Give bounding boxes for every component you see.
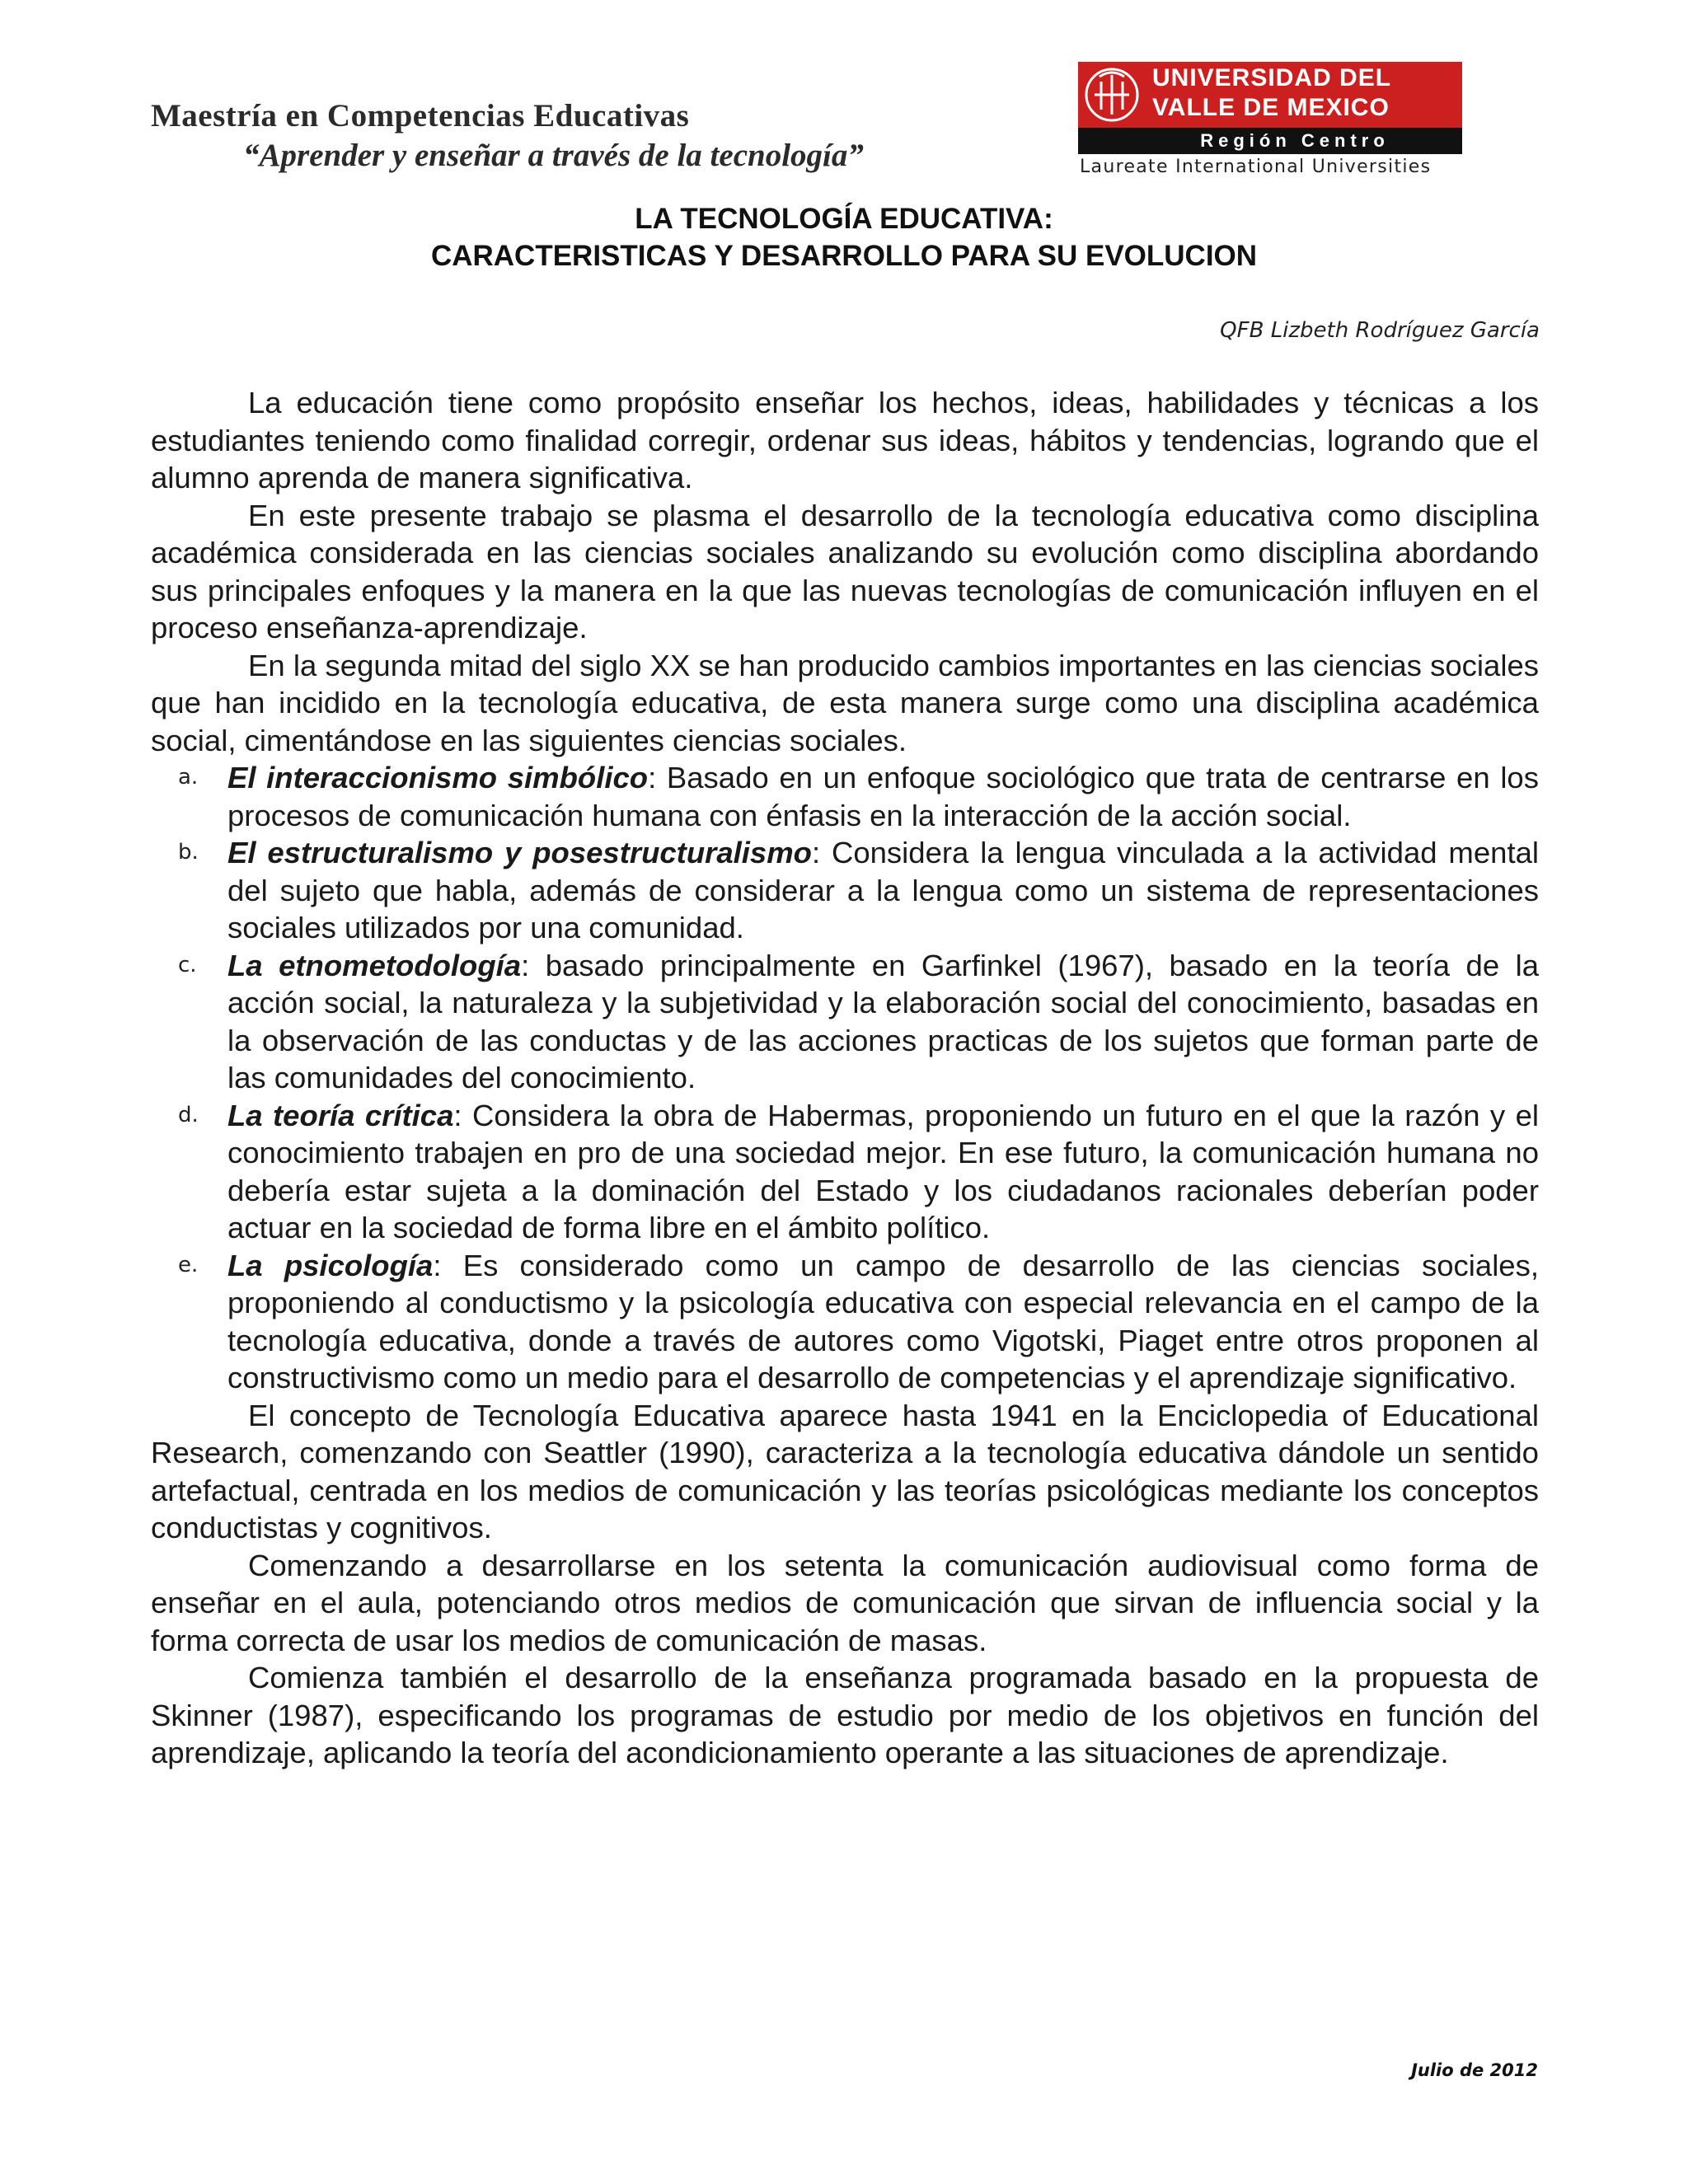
author-name: QFB Lizbeth Rodríguez García	[1220, 318, 1540, 343]
social-sciences-list	[151, 759, 1539, 1397]
list-marker: d.	[178, 1102, 199, 1127]
list-item	[151, 759, 1539, 834]
list-text: : Considera la obra de Habermas, proponiendo un futuro en el que la razón y el conocimiento trabajen en pro de una sociedad mejor. En ese futuro, la comunicación humana no debería estar sujeta a la dominación del Estado y los ciudadanos racionales deberían poder actuar en la sociedad de forma libre en el ámbito político.	[227, 1098, 1540, 1244]
logo-region: Región Centro	[1200, 130, 1390, 151]
list-text: : Considera la lengua vinculada a la actividad mental del sujeto que habla, además de considerar a la lengua como un sistema de representaciones sociales utilizados por una comunidad.	[227, 836, 1539, 944]
paragraph: En este presente trabajo se plasma el desarrollo de la tecnología educativa como disciplina académica considerada en las ciencias sociales analizando su evolución como disciplina abordando sus principales enfoques y la manera en la que las nuevas tecnologías de comunicación influyen en el proceso enseñanza-aprendizaje.	[151, 498, 1539, 644]
list-item	[151, 947, 1539, 1097]
paragraph: Comienza también el desarrollo de la enseñanza programada basado en la propuesta de Skinner (1987), especificando los programas de estudio por medio de los objetivos en función del aprendizaje, aplicando la teoría del acondicionamiento operante a las situaciones de aprendizaje.	[151, 1661, 1539, 1769]
list-marker: a.	[178, 765, 199, 790]
list-text: : Basado en un enfoque sociológico que trata de centrarse en los procesos de comunicación humana con énfasis en la interacción de la acción social.	[227, 761, 1539, 832]
university-crest-icon	[1083, 65, 1141, 124]
list-term: El interaccionismo simbólico	[227, 761, 649, 794]
logo-name-line2: VALLE DE MEXICO	[1152, 94, 1390, 121]
list-term: El estructuralismo y posestructuralismo	[227, 836, 812, 869]
list-item	[151, 834, 1539, 947]
list-term: La psicología	[227, 1248, 434, 1282]
logo-red-band	[1078, 62, 1462, 128]
logo-region-band	[1078, 128, 1462, 154]
list-item	[151, 1247, 1539, 1397]
university-logo	[1078, 62, 1475, 184]
list-marker: e.	[178, 1252, 199, 1277]
paragraph: Comenzando a desarrollarse en los setenta la comunicación audiovisual como forma de enseñar en el aula, potenciando otros medios de comunicación que sirvan de influencia social y la forma correcta de usar los medios de comunicación de masas.	[151, 1548, 1539, 1657]
document-title-line1: LA TECNOLOGÍA EDUCATIVA:	[635, 203, 1053, 235]
list-item	[151, 1097, 1539, 1247]
logo-name-line1: UNIVERSIDAD DEL	[1152, 64, 1392, 91]
paragraph: En la segunda mitad del siglo XX se han producido cambios importantes en las ciencias sociales que han incidido en la tecnología educativa, de esta manera surge como una disciplina académica social, cimentándose en las siguientes ciencias sociales.	[151, 648, 1539, 757]
program-motto: “Aprender y enseñar a través de la tecnología”	[243, 138, 864, 173]
list-text: : Es considerado como un campo de desarrollo de las ciencias sociales, proponiendo al conductismo y la psicología educativa con especial relevancia en el campo de la tecnología educativa, donde a través de autores como Vigotski, Piaget entre otros proponen al constructivismo como un medio para el desarrollo de competencias y el aprendizaje significativo.	[227, 1248, 1539, 1394]
list-marker: b.	[178, 840, 199, 865]
list-marker: c.	[178, 952, 197, 977]
paragraph: La educación tiene como propósito enseñar los hechos, ideas, habilidades y técnicas a los estudiantes teniendo como finalidad corregir, ordenar sus ideas, hábitos y tendencias, logrando que el alumno aprenda de manera significativa.	[151, 386, 1539, 494]
list-term: La etnometodología	[227, 948, 522, 982]
paragraph: El concepto de Tecnología Educativa aparece hasta 1941 en la Enciclopedia of Educational Research, comenzando con Seattler (1990), caracteriza a la tecnología educativa dándole un sentido artefactual, centrada en los medios de comunicación y las teorías psicológicas mediante los conceptos conductistas y cognitivos.	[151, 1398, 1539, 1544]
logo-network: Laureate International Universities	[1080, 157, 1432, 177]
list-term: La teoría crítica	[227, 1098, 454, 1132]
document-title-line2: CARACTERISTICAS Y DESARROLLO PARA SU EVOLUCION	[430, 240, 1258, 272]
footer-date: Julio de 2012	[1411, 2060, 1538, 2080]
logo-university-name	[1152, 63, 1457, 123]
document-body	[151, 384, 1539, 1772]
list-text: : basado principalmente en Garfinkel (1967), basado en la teoría de la acción social, la naturaleza y la subjetividad y la elaboración social del conocimiento, basadas en la observación de las conductas y de las acciones practicas de los sujetos que forman parte de las comunidades del conocimiento.	[227, 948, 1540, 1094]
program-name: Maestría en Competencias Educativas	[151, 98, 690, 134]
